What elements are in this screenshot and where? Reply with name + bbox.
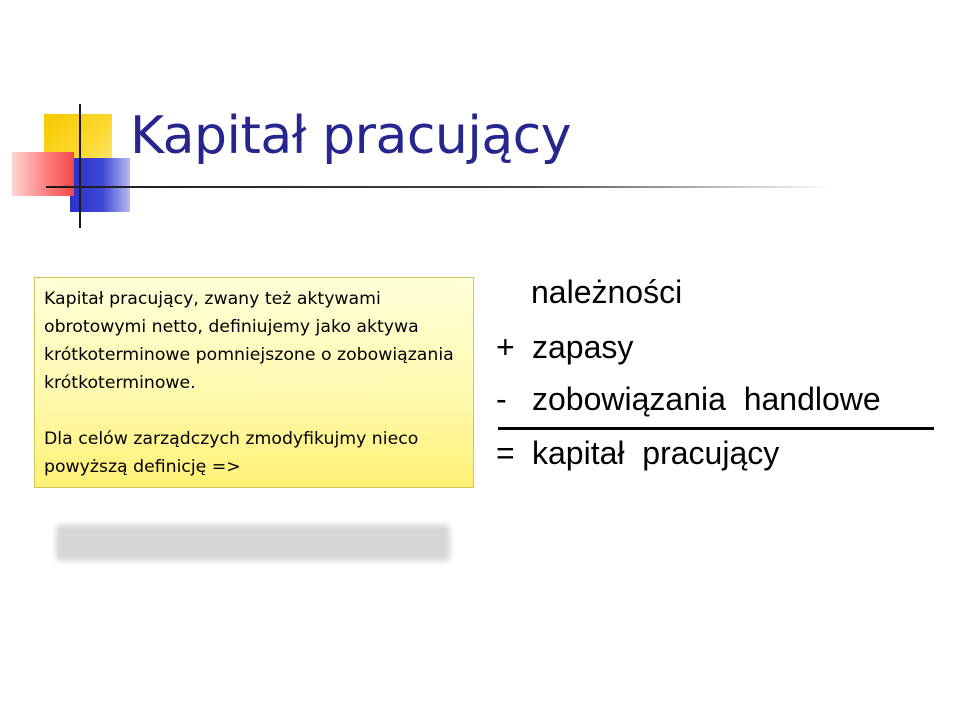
sum-line: [498, 427, 934, 430]
formula-term: zapasy: [532, 329, 634, 365]
formula-term: należności: [531, 274, 683, 310]
blurred-placeholder-bar: [56, 525, 450, 561]
formula-row-result: [496, 433, 779, 473]
title-underline: [46, 186, 836, 188]
decorative-red-square: [12, 152, 74, 196]
definition-text: Kapitał pracujący, zwany też aktywami obrotowymi netto, definiujemy jako aktywa krótkoterminowe pomniejszone o zobowiązania krótkoterminowe.: [44, 289, 454, 393]
plus-operator: +: [496, 329, 515, 365]
formula-result-term: kapitał pracujący: [532, 435, 780, 471]
slide-title: Kapitał pracujący: [130, 106, 572, 166]
decorative-vertical-line: [79, 104, 81, 228]
formula-term: zobowiązania handlowe: [532, 381, 881, 417]
modification-note-text: Dla celów zarządczych zmodyfikujmy nieco powyższą definicję =>: [44, 429, 419, 477]
formula-row-receivables: [531, 272, 682, 312]
definition-note-box: [34, 277, 474, 488]
formula-row-inventory: [496, 327, 633, 367]
minus-operator: -: [496, 381, 507, 417]
equals-operator: =: [496, 435, 515, 471]
formula-row-payables: [496, 379, 881, 419]
